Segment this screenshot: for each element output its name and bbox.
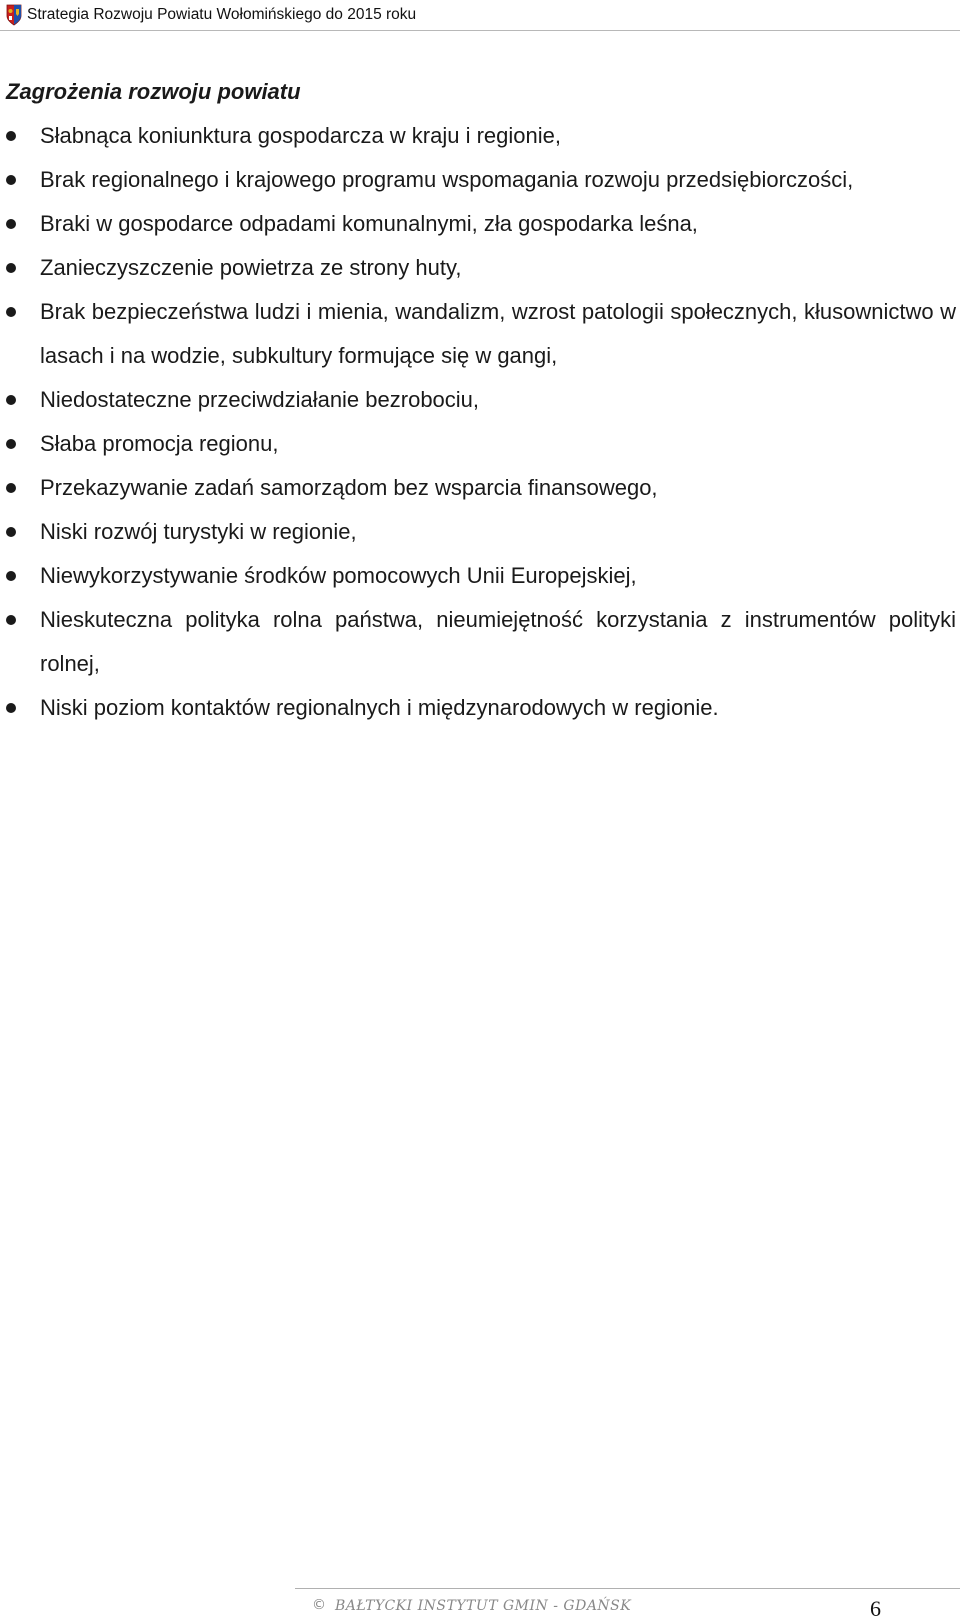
- list-item: [6, 290, 956, 378]
- list-item-text: Nieskuteczna polityka rolna państwa, nieumiejętność korzystania z instrumentów polityki rolnej,: [40, 607, 956, 676]
- list-item: [6, 202, 956, 246]
- list-item-text: Braki w gospodarce odpadami komunalnymi, zła gospodarka leśna,: [40, 211, 698, 236]
- list-item-text: Niski rozwój turystyki w regionie,: [40, 519, 357, 544]
- bullet-icon: [6, 527, 16, 537]
- list-item: [6, 114, 956, 158]
- document-title: Strategia Rozwoju Powiatu Wołomińskiego do 2015 roku: [27, 6, 417, 23]
- bullet-icon: [6, 439, 16, 449]
- list-item-text: Brak bezpieczeństwa ludzi i mienia, wandalizm, wzrost patologii społecznych, kłusownictwo w lasach i na wodzie, subkultury formujące się w gangi,: [40, 299, 956, 368]
- list-item: [6, 510, 956, 554]
- page-footer: [0, 1588, 960, 1621]
- bullet-icon: [6, 395, 16, 405]
- list-item: [6, 598, 956, 686]
- main-content: [6, 70, 956, 730]
- bullet-icon: [6, 175, 16, 185]
- bullet-icon: [6, 219, 16, 229]
- list-item-text: Niewykorzystywanie środków pomocowych Unii Europejskiej,: [40, 563, 637, 588]
- page-number: 6: [870, 1596, 881, 1621]
- bullet-icon: [6, 131, 16, 141]
- list-item: [6, 422, 956, 466]
- list-item-text: Przekazywanie zadań samorządom bez wsparcia finansowego,: [40, 475, 658, 500]
- footer-divider: [295, 1588, 960, 1589]
- list-item-text: Zanieczyszczenie powietrza ze strony huty,: [40, 255, 462, 280]
- list-item: [6, 378, 956, 422]
- list-item-text: Niedostateczne przeciwdziałanie bezrobociu,: [40, 387, 480, 412]
- list-item-text: Słaba promocja regionu,: [40, 431, 279, 456]
- list-item-text: Niski poziom kontaktów regionalnych i międzynarodowych w regionie.: [40, 695, 719, 720]
- bullet-icon: [6, 263, 16, 273]
- list-item: [6, 686, 956, 730]
- list-item-text: Słabnąca koniunktura gospodarcza w kraju i regionie,: [40, 123, 561, 148]
- list-item: [6, 466, 956, 510]
- bullet-icon: [6, 483, 16, 493]
- list-item: [6, 246, 956, 290]
- page-header: [0, 0, 960, 34]
- header-divider: [0, 30, 960, 31]
- list-item-text: Brak regionalnego i krajowego programu wspomagania rozwoju przedsiębiorczości,: [40, 167, 854, 192]
- threats-list: [6, 114, 956, 730]
- county-crest-icon: [6, 4, 22, 26]
- bullet-icon: [6, 615, 16, 625]
- copyright-icon: ©: [312, 1597, 326, 1613]
- section-heading: Zagrożenia rozwoju powiatu: [6, 79, 301, 104]
- list-item: [6, 158, 956, 202]
- bullet-icon: [6, 571, 16, 581]
- bullet-icon: [6, 703, 16, 713]
- footer-organization: BAŁTYCKI INSTYTUT GMIN - GDAŃSK: [335, 1598, 632, 1614]
- list-item: [6, 554, 956, 598]
- bullet-icon: [6, 307, 16, 317]
